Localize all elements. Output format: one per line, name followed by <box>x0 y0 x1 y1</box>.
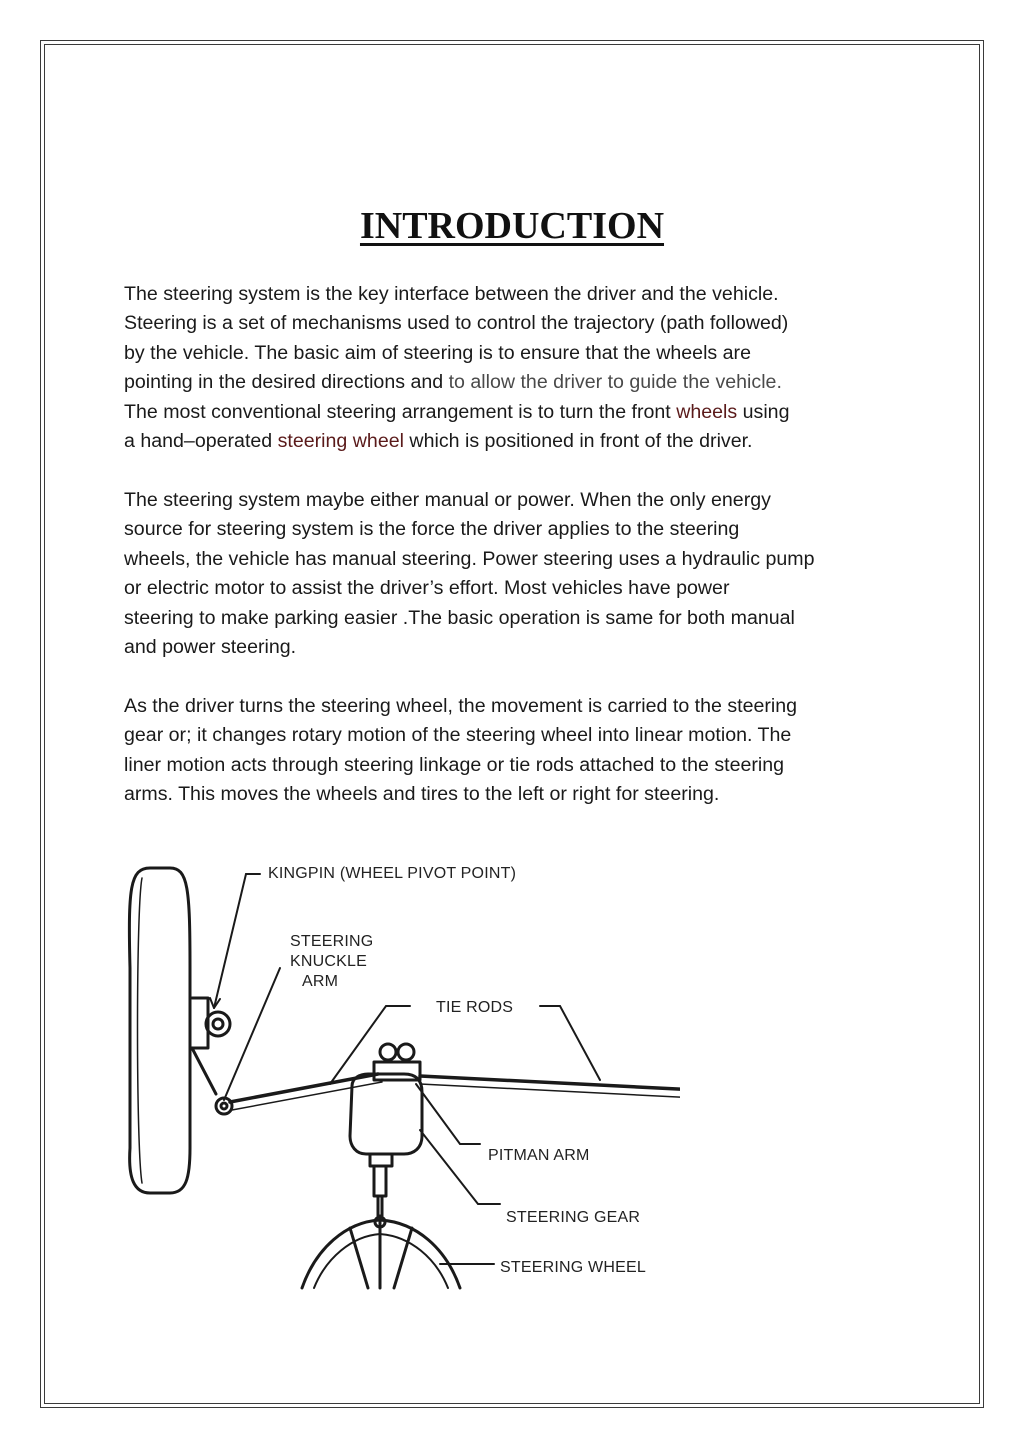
label-steering-wheel: STEERING WHEEL <box>500 1259 646 1276</box>
paragraph-3 <box>124 692 914 810</box>
paragraph-line: As the driver turns the steering wheel, the movement is carried to the steering <box>124 695 798 717</box>
paragraph-line: gear or; it changes rotary motion of the steering wheel into linear motion. The <box>124 724 792 747</box>
tie-rods-leader-right <box>540 1006 600 1080</box>
paragraph-line: or electric motor to assist the driver’s effort. Most vehicles have power <box>124 577 730 600</box>
label-tie-rods: TIE RODS <box>436 999 514 1016</box>
tie-rods <box>230 1074 680 1110</box>
paragraph-line: The most conventional steering arrangement is to turn the front wheels using <box>124 400 790 423</box>
paragraph-1 <box>124 280 914 456</box>
kingpin-leader <box>210 874 260 1008</box>
label-pitman-arm: PITMAN ARM <box>488 1147 590 1164</box>
paragraph-line: arms. This moves the wheels and tires to the left or right for steering. <box>124 783 720 806</box>
label-kingpin: KINGPIN (WHEEL PIVOT POINT) <box>268 865 517 882</box>
page-title: INTRODUCTION <box>359 205 665 247</box>
label-steering-gear: STEERING GEAR <box>506 1209 641 1226</box>
paragraph-2 <box>124 486 914 662</box>
inline-phrase: to allow the driver to guide the vehicle. <box>448 371 782 394</box>
steering-gear-leader <box>420 1130 500 1204</box>
inline-link-wheels[interactable]: wheels <box>676 400 738 423</box>
inline-link-steering-wheel[interactable]: steering wheel <box>277 430 404 453</box>
steering-column <box>378 1196 382 1216</box>
paragraph-line: pointing in the desired directions and to allow the driver to guide the vehicle. <box>124 371 782 394</box>
paragraph-line: source for steering system is the force the driver applies to the steering <box>124 518 740 541</box>
steering-gear <box>350 1074 422 1196</box>
paragraph-line: Steering is a set of mechanisms used to control the trajectory (path followed) <box>124 312 789 335</box>
steering-system-diagram <box>120 848 680 1308</box>
paragraph-line: by the vehicle. The basic aim of steering is to ensure that the wheels are <box>124 341 751 364</box>
label-steering-knuckle-1: STEERING <box>290 933 374 950</box>
steering-wheel-drawing <box>302 1217 460 1288</box>
paragraph-line: wheels, the vehicle has manual steering. Power steering uses a hydraulic pump <box>124 547 815 570</box>
paragraph-line: and power steering. <box>124 636 297 659</box>
paragraph-line: steering to make parking easier .The basic operation is same for both manual <box>124 606 795 629</box>
paragraph-line: The steering system maybe either manual or power. When the only energy <box>124 489 771 511</box>
knuckle-arm-leader <box>224 968 280 1100</box>
label-steering-knuckle-3: ARM <box>302 973 339 990</box>
paragraph-line: liner motion acts through steering linkage or tie rods attached to the steering <box>124 753 785 776</box>
paragraph-line: a hand–operated steering wheel which is positioned in front of the driver. <box>124 430 753 453</box>
paragraph-line: The steering system is the key interface between the driver and the vehicle. <box>124 283 779 305</box>
label-steering-knuckle-2: KNUCKLE <box>290 953 367 970</box>
pitman-arm-leader <box>416 1084 480 1144</box>
tie-rods-leader-left <box>330 1006 410 1084</box>
left-wheel <box>129 868 190 1193</box>
